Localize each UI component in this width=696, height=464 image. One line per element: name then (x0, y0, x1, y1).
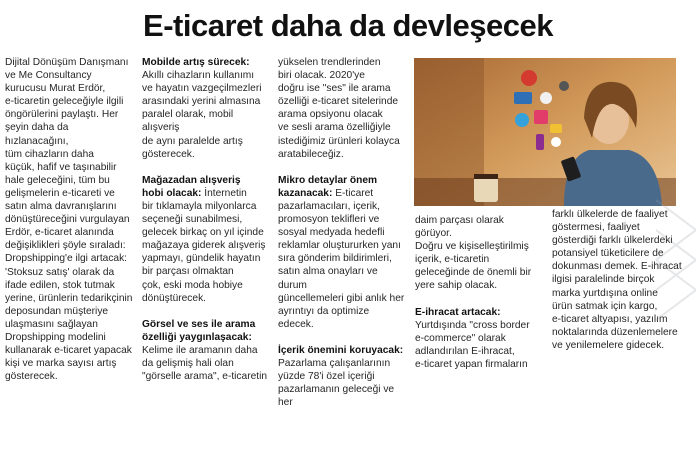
col1-line: ve Me Consultancy (5, 70, 92, 82)
col1-line: şeyin daha da hızlanacağını, (5, 122, 69, 147)
col3-line: istediğimiz ürünleri kolayca (278, 135, 400, 147)
col5-line: farklı ülkelerde de faaliyet (552, 209, 668, 220)
col4-line: içerik, e-ticaretin (415, 254, 490, 266)
col2-line: Akıllı cihazların kullanımı (142, 70, 255, 82)
col1-line: Dropshipping'e ilgi artacak: (5, 253, 127, 265)
col4-line: e-ticaret yapan firmaların (415, 358, 528, 370)
col3-line: Pazarlama çalışanlarının (278, 357, 391, 369)
col3-line: sıra gönderim bildirimleri, (278, 253, 392, 265)
col4-line: adlandırılan E-ihracat, (415, 345, 515, 357)
col3-line: promosyon teklifleri ve (278, 214, 380, 226)
col1-line: Dijital Dönüşüm Danışmanı (5, 57, 129, 68)
col1-line: Dropshipping modelini (5, 331, 106, 343)
col1-line: kullanarak e-ticaret yapacak (5, 345, 132, 357)
col3-line: ve sesli arama özelliğiyle (278, 122, 391, 134)
subheading-micro-details-2: kazanacak: (278, 187, 333, 199)
column-2 (142, 56, 268, 383)
col3-line: özelliği e-ticaret sitelerinde (278, 96, 399, 108)
subheading-content: İçerik önemini koruyacak: (278, 344, 404, 356)
col2-line: paralel olarak, mobil alışveriş (142, 109, 234, 134)
col3-line: reklamlar oluştururken yanı (278, 240, 401, 252)
col2-line: da gelişmiş hali olan (142, 357, 234, 369)
col4-line: daim parçası olarak görüyor. (415, 215, 504, 240)
col2-line: gelecek birkaç on yıl içinde (142, 227, 264, 239)
col3-line: arama opsiyonu olacak (278, 109, 383, 121)
col3-line: güncellemeleri gibi anlık her (278, 292, 405, 304)
col2-line: mağazaya giderek alışveriş (142, 240, 266, 252)
col2-line: seçeneği sunabilmesi, (142, 214, 243, 226)
col1-line: değişiklikleri şöyle sıraladı: (5, 240, 126, 252)
col2-line: çok, eski moda hobiye (142, 279, 243, 291)
col2-line: yapmayı, gündelik hayatın (142, 253, 261, 265)
col3-line: biri olacak. 2020'ye (278, 70, 365, 82)
col4-line: geleceğinde de önemli bir (415, 267, 532, 279)
col1-line: küçük, hafif ve taşınabilir (5, 161, 117, 173)
col5-line: dokunması demek. E-ihracat (552, 261, 682, 273)
subheading-e-export: E-ihracat artacak: (415, 306, 501, 318)
col1-line: öngörülerini paylaştı. Her (5, 109, 119, 121)
subheading-store-hobby: Mağazadan alışveriş (142, 174, 241, 186)
col1-line: dönüştüreceğini vurgulayan (5, 214, 130, 226)
col2-line: de aynı paralelde artış (142, 135, 243, 147)
col5-line: ilgisi paralelinde birçok (552, 274, 655, 286)
col5-line: noktalarında düzenlemelere (552, 326, 678, 338)
col2-line: ve hayatın vazgeçilmezleri (142, 83, 262, 95)
col3-line: E-ticaret (332, 187, 374, 199)
column-1 (5, 56, 133, 383)
col1-line: yerine, ürünlerin tedarikçinin (5, 292, 133, 304)
col2-line: İnternetin (201, 187, 247, 199)
col1-line: gelişmelerin e-ticareti ve (5, 187, 115, 199)
col2-line: arasındaki yerini almasına (142, 96, 261, 108)
col1-line: satın alma davranışlarını (5, 201, 117, 213)
col1-line: kurucusu Murat Erdör, (5, 83, 106, 95)
col3-line: pazarlamacıları, içerik, (278, 200, 380, 212)
col4-line: yere sahip olacak. (415, 280, 498, 292)
column-4 (415, 214, 543, 371)
col3-line: pazarlamanın geleceği ve her (278, 384, 395, 409)
col1-line: 'Stoksuz satış' olarak da (5, 266, 115, 278)
subheading-store-hobby-2: hobi olacak: (142, 187, 202, 199)
col1-line: ulaşmasını sağlayan (5, 318, 98, 330)
col2-line: Kelime ile aramanın daha (142, 344, 258, 356)
col3-line: yükselen trendlerinden (278, 57, 381, 68)
col4-line: Yurtdışında "cross border (415, 319, 530, 331)
col2-line: gösterecek. (142, 148, 195, 160)
col1-line: deposundan müşteriye (5, 305, 109, 317)
col5-line: göstermesi, faaliyet (552, 222, 640, 234)
photo-illustration (414, 58, 676, 206)
col1-line: ifade edilen, stok tutmak (5, 279, 115, 291)
col5-line: gösterdiği farklı ülkelerdeki (552, 235, 673, 247)
col4-line: Doğru ve kişiselleştirilmiş (415, 241, 529, 253)
col3-line: aratabileceğiz. (278, 148, 344, 160)
col1-line: kişi ve marka sayısı artış (5, 358, 117, 370)
col3-line: doğru ise "ses" ile arama (278, 83, 391, 95)
article-photo (414, 58, 676, 206)
col1-line: tüm cihazların daha (5, 148, 94, 160)
col1-line: hale geleceğini, tüm bu (5, 174, 110, 186)
col4-line: e-commerce" olarak (415, 332, 506, 344)
col2-line: bir tıklamayla milyonlarca (142, 200, 257, 212)
subheading-mobile: Mobilde artış sürecek: (142, 57, 250, 68)
col5-line: marka yurtdışına online (552, 287, 658, 299)
col3-line: yüzde 78'i özel içeriği (278, 371, 375, 383)
subheading-micro-details: Mikro detaylar önem (278, 174, 378, 186)
col5-line: ürün satmak için kargo, (552, 300, 658, 312)
col5-line: e-ticaret altyapısı, yazılım (552, 313, 668, 325)
col3-line: satın alma onayları ve durum (278, 266, 378, 291)
subheading-visual-search: Görsel ve ses ile arama (142, 318, 256, 330)
col1-line: Erdör, e-ticaret alanında (5, 227, 114, 239)
column-3 (278, 56, 406, 409)
decorative-chevron-pattern (646, 190, 696, 340)
col3-line: ayrıntıyı da optimize edecek. (278, 305, 370, 330)
col5-line: ve yenilemelere gidecek. (552, 339, 665, 351)
col3-line: sosyal medyada hedefli (278, 227, 385, 239)
col5-line: potansiyel tüketicilere de (552, 248, 664, 260)
col2-line: bir parçası olmaktan (142, 266, 234, 278)
col2-line: "görselle arama", e-ticaretin (142, 371, 268, 383)
col1-line: gösterecek. (5, 371, 58, 383)
col1-line: e-ticaretin geleceğiyle ilgili (5, 96, 124, 108)
col2-line: dönüştürecek. (142, 292, 206, 304)
subheading-visual-search-2: özelliği yaygınlaşacak: (142, 331, 252, 343)
headline: E-ticaret daha da devleşecek (143, 8, 553, 43)
